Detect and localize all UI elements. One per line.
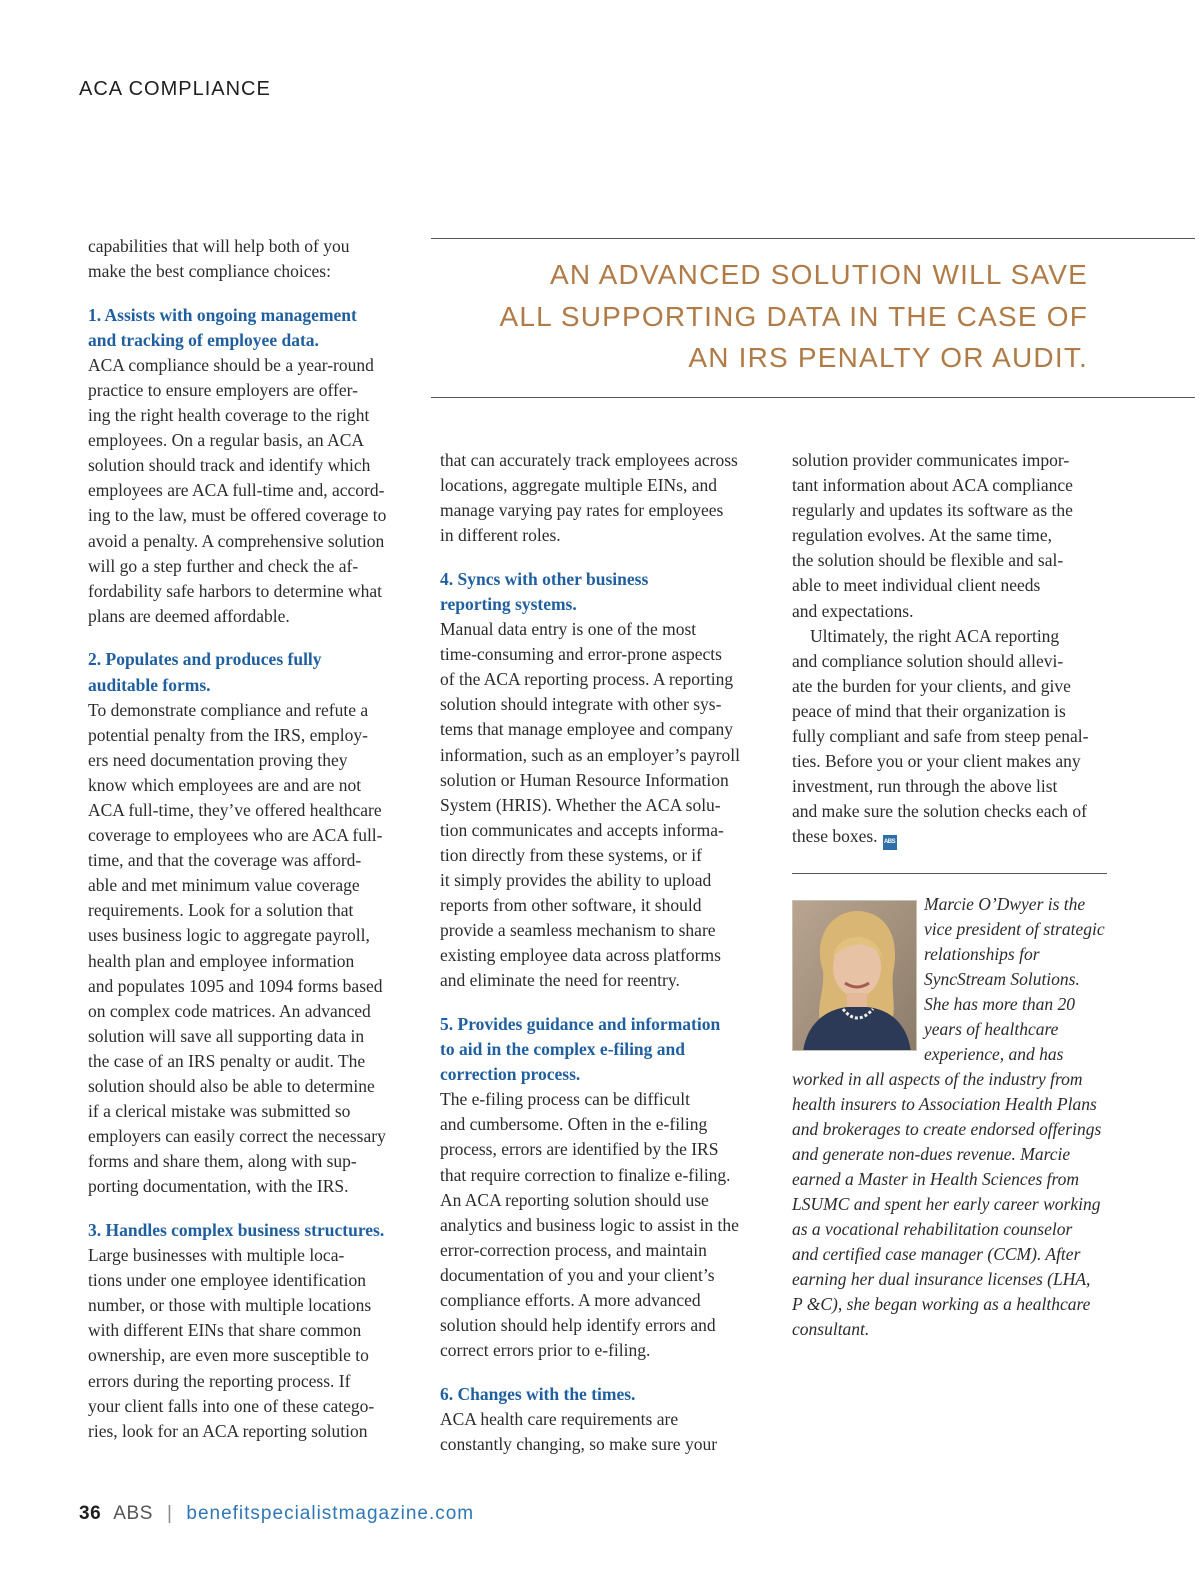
text-line: solution will save all supporting data in xyxy=(88,1025,365,1046)
text-line: on complex code matrices. An advanced xyxy=(88,1000,371,1021)
heading-6 xyxy=(440,1382,762,1407)
text-line: tion directly from these systems, or if xyxy=(440,844,702,865)
text-line: able and met minimum value coverage xyxy=(88,875,360,896)
end-of-article-icon: ABS xyxy=(883,835,897,850)
text-line: and certified case manager (CCM). After xyxy=(792,1244,1081,1264)
text-line: investment, run through the above list xyxy=(792,776,1058,797)
text-line: in different roles. xyxy=(440,525,561,546)
text-line: ries, look for an ACA reporting solution xyxy=(88,1420,368,1441)
paragraph-1 xyxy=(88,353,410,629)
text-line: 2. Populates and produces fully xyxy=(88,649,322,670)
text-line: years of healthcare xyxy=(924,1019,1059,1039)
column-middle xyxy=(440,448,762,1457)
text-line: potential penalty from the IRS, employ- xyxy=(88,724,368,745)
text-line: time-consuming and error-prone aspects xyxy=(440,644,722,665)
text-line: requirements. Look for a solution that xyxy=(88,900,354,921)
text-line: practice to ensure employers are offer- xyxy=(88,379,358,400)
website-link[interactable]: benefitspecialistmagazine.com xyxy=(186,1503,475,1524)
text-line: error-correction process, and maintain xyxy=(440,1239,707,1260)
column-left xyxy=(88,234,410,1444)
text-line: analytics and business logic to assist in the xyxy=(440,1214,739,1235)
text-line: solution provider communicates impor- xyxy=(792,450,1070,470)
text-line: and compliance solution should allevi- xyxy=(792,650,1064,671)
paragraph-6 xyxy=(440,1407,762,1457)
footer-separator: | xyxy=(166,1503,173,1524)
intro-paragraph xyxy=(88,234,410,284)
text-line: that require correction to finalize e-filing. xyxy=(440,1164,731,1185)
text-line: ing to the law, must be offered coverage to xyxy=(88,505,387,526)
text-line: Large businesses with multiple loca- xyxy=(88,1245,345,1266)
text-line: Manual data entry is one of the most xyxy=(440,619,697,640)
text-line: solution should also be able to determine xyxy=(88,1076,375,1096)
text-line: of the ACA reporting process. A reporting xyxy=(440,669,734,690)
text-line: provide a seamless mechanism to share xyxy=(440,920,716,941)
paragraph-continued xyxy=(792,448,1112,624)
text-line: to aid in the complex e-filing and xyxy=(440,1039,686,1060)
text-line: tions under one employee identification xyxy=(88,1270,366,1291)
text-line: with different EINs that share common xyxy=(88,1320,362,1341)
text-line: it simply provides the ability to upload xyxy=(440,870,712,890)
text-line: time, and that the coverage was afford- xyxy=(88,850,362,871)
text-line: number, or those with multiple locations xyxy=(88,1295,372,1316)
text-line: if a clerical mistake was submitted so xyxy=(88,1101,351,1122)
text-line: and populates 1095 and 1094 forms based xyxy=(88,975,383,996)
heading-1 xyxy=(88,303,410,353)
text-line: the solution should be flexible and sal- xyxy=(792,550,1064,571)
text-line: and tracking of employee data. xyxy=(88,329,319,350)
text-line: correct errors prior to e-filing. xyxy=(440,1340,651,1361)
text-line: P &C), she began working as a healthcare xyxy=(792,1294,1091,1314)
pullquote-top-rule xyxy=(431,238,1195,239)
text-line: fordability safe harbors to determine what xyxy=(88,580,382,601)
text-line: information, such as an employer’s payroll xyxy=(440,744,741,765)
text-line: An ACA reporting solution should use xyxy=(440,1189,709,1210)
text-line: 5. Provides guidance and information xyxy=(440,1013,721,1034)
text-line: The e-filing process can be difficult xyxy=(440,1089,690,1110)
closing-paragraph xyxy=(792,624,1112,851)
text-line: 4. Syncs with other business xyxy=(440,568,649,589)
text-line: 1. Assists with ongoing management xyxy=(88,304,357,325)
publication-name: ABS xyxy=(113,1503,154,1524)
text-line: porting documentation, with the IRS. xyxy=(88,1176,349,1197)
text-line: ate the burden for your clients, and give xyxy=(792,675,1071,696)
text-line: existing employee data across platforms xyxy=(440,945,721,966)
text-line: ties. Before you or your client makes any xyxy=(792,751,1081,772)
text-line: tion communicates and accepts informa- xyxy=(440,819,724,840)
text-line: errors during the reporting process. If xyxy=(88,1370,351,1391)
text-line: manage varying pay rates for employees xyxy=(440,500,724,521)
text-line: able to meet individual client needs xyxy=(792,575,1041,596)
text-line: employees are ACA full-time and, accord- xyxy=(88,480,385,501)
heading-3 xyxy=(88,1218,410,1243)
paragraph-5 xyxy=(440,1087,762,1363)
text-line: Marcie O’Dwyer is the xyxy=(924,894,1086,914)
page-footer xyxy=(79,1503,474,1525)
text-line: tems that manage employee and company xyxy=(440,719,734,740)
text-line: auditable forms. xyxy=(88,674,211,695)
bio-rule xyxy=(792,873,1107,874)
text-line: experience, and has xyxy=(924,1044,1064,1064)
text-line: employers can easily correct the necessary xyxy=(88,1126,386,1147)
text-line: process, errors are identified by the IRS xyxy=(440,1139,719,1160)
text-line: earned a Master in Health Sciences from xyxy=(792,1169,1080,1189)
text-line: fully compliant and safe from steep penal- xyxy=(792,726,1089,747)
pullquote-line: AN ADVANCED SOLUTION WILL SAVE xyxy=(549,259,1088,290)
text-line: health insurers to Association Health Plans xyxy=(792,1094,1097,1114)
text-line: System (HRIS). Whether the ACA solu- xyxy=(440,794,721,815)
text-line: consultant. xyxy=(792,1319,870,1339)
text-line: earning her dual insurance licenses (LHA, xyxy=(792,1269,1091,1289)
text-line: employees. On a regular basis, an ACA xyxy=(88,430,365,451)
text-line: and cumbersome. Often in the e-filing xyxy=(440,1114,708,1135)
pullquote-bottom-rule xyxy=(431,397,1195,398)
text-line: solution should track and identify which xyxy=(88,455,371,476)
pullquote-line: AN IRS PENALTY OR AUDIT. xyxy=(688,342,1088,373)
pullquote xyxy=(470,254,1088,379)
text-line: solution should help identify errors and xyxy=(440,1315,716,1336)
text-line: LSUMC and spent her early career working xyxy=(792,1194,1101,1214)
text-line: worked in all aspects of the industry from xyxy=(792,1069,1083,1089)
text-line: She has more than 20 xyxy=(924,994,1076,1014)
text-line: regularly and updates its software as the xyxy=(792,500,1073,521)
text-line: uses business logic to aggregate payroll, xyxy=(88,925,370,946)
text-line: SyncStream Solutions. xyxy=(924,969,1080,989)
text-line: reports from other software, it should xyxy=(440,895,702,916)
text-line: 6. Changes with the times. xyxy=(440,1383,636,1404)
text-line: peace of mind that their organization is xyxy=(792,700,1066,721)
text-line: solution or Human Resource Information xyxy=(440,769,729,790)
text-line: coverage to employees who are ACA full- xyxy=(88,825,383,846)
heading-4 xyxy=(440,567,762,617)
page-number: 36 xyxy=(79,1503,102,1524)
text-line: and brokerages to create endorsed offerings xyxy=(792,1119,1102,1139)
text-line: health plan and employee information xyxy=(88,950,355,971)
text-line: regulation evolves. At the same time, xyxy=(792,525,1053,546)
text-line: and make sure the solution checks each of xyxy=(792,801,1087,822)
text-line: ACA compliance should be a year-round xyxy=(88,354,374,375)
text-line: ACA full-time, they’ve offered healthcare xyxy=(88,799,382,820)
paragraph-2 xyxy=(88,698,410,1200)
paragraph-continued xyxy=(440,448,762,548)
paragraph-4 xyxy=(440,617,762,993)
author-bio xyxy=(792,892,1112,1342)
text-line: and generate non-dues revenue. Marcie xyxy=(792,1144,1071,1164)
text-line: To demonstrate compliance and refute a xyxy=(88,699,369,720)
text-line: plans are deemed affordable. xyxy=(88,605,290,626)
text-line: the case of an IRS penalty or audit. The xyxy=(88,1050,366,1071)
text-line: correction process. xyxy=(440,1064,581,1085)
text-line: avoid a penalty. A comprehensive solution xyxy=(88,530,385,551)
text-line: constantly changing, so make sure your xyxy=(440,1433,718,1454)
text-line: reporting systems. xyxy=(440,593,577,614)
text-line: your client falls into one of these catego- xyxy=(88,1395,375,1416)
section-label: ACA COMPLIANCE xyxy=(79,78,271,100)
text-line: as a vocational rehabilitation counselor xyxy=(792,1219,1073,1239)
text-line: will go a step further and check the af- xyxy=(88,555,359,576)
text-line: Ultimately, the right ACA reporting xyxy=(810,625,1060,646)
text-line: ownership, are even more susceptible to xyxy=(88,1345,369,1366)
text-line: relationships for xyxy=(924,944,1040,964)
text-line: 3. Handles complex business structures. xyxy=(88,1219,385,1240)
column-right xyxy=(792,448,1112,850)
text-line: know which employees are and are not xyxy=(88,774,362,795)
text-line: forms and share them, along with sup- xyxy=(88,1151,357,1172)
text-line: and expectations. xyxy=(792,600,914,621)
text-line: locations, aggregate multiple EINs, and xyxy=(440,475,718,496)
heading-2 xyxy=(88,647,410,697)
text-line: ers need documentation proving they xyxy=(88,749,348,770)
pullquote-line: ALL SUPPORTING DATA IN THE CASE OF xyxy=(499,300,1088,332)
text-line: solution should integrate with other sys- xyxy=(440,694,722,715)
text-line: and eliminate the need for reentry. xyxy=(440,970,680,991)
text-line: compliance efforts. A more advanced xyxy=(440,1290,701,1310)
text-line: ACA health care requirements are xyxy=(440,1408,679,1429)
text-line: tant information about ACA compliance xyxy=(792,475,1073,496)
paragraph-3 xyxy=(88,1243,410,1444)
text-line: documentation of you and your client’s xyxy=(440,1264,715,1285)
text-line: that can accurately track employees across xyxy=(440,450,738,470)
closing-line: these boxes. xyxy=(792,826,878,847)
heading-5 xyxy=(440,1012,762,1087)
text-line: vice president of strategic xyxy=(924,919,1105,939)
text-line: capabilities that will help both of you xyxy=(88,236,350,256)
text-line xyxy=(792,824,1112,850)
text-line: ing the right health coverage to the right xyxy=(88,405,370,426)
text-line: make the best compliance choices: xyxy=(88,261,331,282)
